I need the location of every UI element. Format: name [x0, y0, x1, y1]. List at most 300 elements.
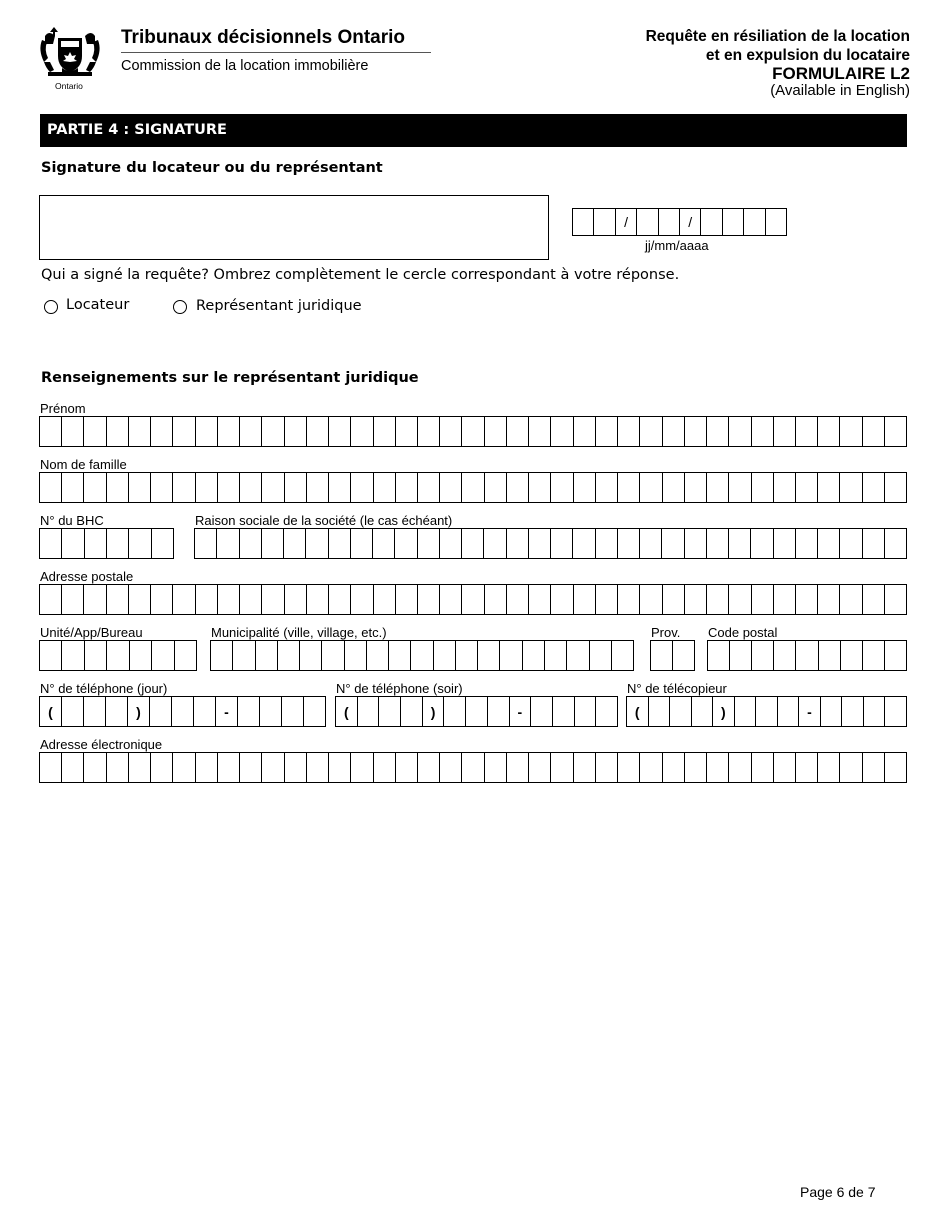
char-cell[interactable] — [240, 529, 262, 558]
char-cell[interactable] — [396, 473, 418, 502]
char-cell[interactable] — [40, 473, 62, 502]
char-cell[interactable] — [596, 417, 618, 446]
char-cell[interactable] — [389, 641, 411, 670]
char-cell[interactable] — [529, 417, 551, 446]
char-cell[interactable] — [574, 585, 596, 614]
date-cell[interactable] — [723, 209, 744, 235]
postal-code-field[interactable] — [707, 640, 907, 671]
char-cell[interactable] — [62, 473, 84, 502]
char-cell[interactable] — [173, 585, 195, 614]
char-cell[interactable] — [462, 417, 484, 446]
char-cell[interactable] — [262, 417, 284, 446]
char-cell[interactable] — [240, 753, 262, 782]
char-cell[interactable] — [196, 473, 218, 502]
char-cell[interactable] — [529, 753, 551, 782]
signer-question: Qui a signé la requête? Ombrez complètement le cercle correspondant à votre réponse. — [41, 267, 680, 283]
char-cell[interactable] — [129, 585, 151, 614]
date-cell[interactable] — [701, 209, 722, 235]
char-cell[interactable] — [529, 529, 551, 558]
fax-label: N° de télécopieur — [627, 681, 727, 696]
char-cell[interactable] — [651, 641, 673, 670]
char-cell[interactable] — [551, 473, 573, 502]
char-cell[interactable] — [374, 585, 396, 614]
date-separator: / — [680, 209, 701, 235]
char-cell[interactable] — [840, 473, 862, 502]
phone-day-label: N° de téléphone (jour) — [40, 681, 168, 696]
char-cell[interactable] — [307, 753, 329, 782]
company-field[interactable] — [194, 528, 907, 559]
char-cell[interactable] — [173, 473, 195, 502]
char-cell[interactable] — [84, 753, 106, 782]
char-cell[interactable] — [529, 473, 551, 502]
char-cell[interactable] — [418, 753, 440, 782]
char-cell[interactable] — [194, 697, 216, 726]
char-cell[interactable] — [307, 473, 329, 502]
char-cell[interactable] — [864, 697, 886, 726]
char-cell[interactable] — [151, 473, 173, 502]
char-cell[interactable] — [262, 473, 284, 502]
char-cell[interactable] — [774, 753, 796, 782]
header-divider — [121, 52, 431, 53]
char-cell[interactable] — [307, 585, 329, 614]
char-cell[interactable] — [300, 641, 322, 670]
char-cell[interactable] — [367, 641, 389, 670]
char-cell[interactable] — [752, 585, 774, 614]
char-cell[interactable] — [62, 753, 84, 782]
char-cell[interactable] — [284, 529, 306, 558]
char-cell[interactable] — [685, 529, 707, 558]
address-label: Adresse postale — [40, 569, 134, 584]
char-cell[interactable] — [374, 473, 396, 502]
char-cell[interactable] — [574, 753, 596, 782]
phone-dash: - — [799, 697, 821, 726]
char-cell[interactable] — [819, 641, 841, 670]
char-cell[interactable] — [106, 697, 128, 726]
char-cell[interactable] — [596, 697, 618, 726]
char-cell[interactable] — [306, 529, 328, 558]
char-cell[interactable] — [233, 641, 255, 670]
char-cell[interactable] — [217, 529, 239, 558]
date-cell[interactable] — [594, 209, 615, 235]
char-cell[interactable] — [129, 473, 151, 502]
char-cell[interactable] — [730, 641, 752, 670]
char-cell[interactable] — [84, 585, 106, 614]
char-cell[interactable] — [85, 641, 107, 670]
char-cell[interactable] — [752, 641, 774, 670]
char-cell[interactable] — [796, 473, 818, 502]
char-cell[interactable] — [440, 585, 462, 614]
char-cell[interactable] — [500, 641, 522, 670]
char-cell[interactable] — [507, 417, 529, 446]
phone-close-paren: ) — [713, 697, 735, 726]
char-cell[interactable] — [456, 641, 478, 670]
char-cell[interactable] — [466, 697, 488, 726]
char-cell[interactable] — [345, 641, 367, 670]
char-cell[interactable] — [885, 697, 907, 726]
char-cell[interactable] — [752, 417, 774, 446]
char-cell[interactable] — [151, 585, 173, 614]
signature-box[interactable] — [39, 195, 549, 260]
char-cell[interactable] — [551, 529, 573, 558]
char-cell[interactable] — [818, 417, 840, 446]
form-title — [646, 27, 910, 65]
char-cell[interactable] — [756, 697, 778, 726]
char-cell[interactable] — [462, 753, 484, 782]
char-cell[interactable] — [434, 641, 456, 670]
char-cell[interactable] — [262, 585, 284, 614]
char-cell[interactable] — [663, 753, 685, 782]
char-cell[interactable] — [285, 473, 307, 502]
char-cell[interactable] — [304, 697, 326, 726]
char-cell[interactable] — [673, 641, 695, 670]
email-field[interactable] — [39, 752, 907, 783]
char-cell[interactable] — [796, 641, 818, 670]
char-cell[interactable] — [840, 753, 862, 782]
char-cell[interactable] — [196, 753, 218, 782]
char-cell[interactable] — [40, 641, 62, 670]
char-cell[interactable] — [692, 697, 714, 726]
char-cell[interactable] — [351, 417, 373, 446]
phone-evening-field[interactable] — [335, 696, 618, 727]
char-cell[interactable] — [663, 473, 685, 502]
char-cell[interactable] — [40, 417, 62, 446]
char-cell[interactable] — [729, 529, 751, 558]
char-cell[interactable] — [663, 417, 685, 446]
char-cell[interactable] — [863, 585, 885, 614]
date-cell[interactable] — [637, 209, 658, 235]
char-cell[interactable] — [863, 641, 885, 670]
char-cell[interactable] — [418, 585, 440, 614]
radio-legal-rep[interactable] — [173, 300, 187, 314]
char-cell[interactable] — [396, 417, 418, 446]
char-cell[interactable] — [440, 417, 462, 446]
char-cell[interactable] — [195, 529, 217, 558]
char-cell[interactable] — [885, 641, 907, 670]
date-field[interactable] — [572, 208, 787, 236]
char-cell[interactable] — [662, 529, 684, 558]
address-field[interactable] — [39, 584, 907, 615]
char-cell[interactable] — [478, 641, 500, 670]
char-cell[interactable] — [152, 641, 174, 670]
char-cell[interactable] — [567, 641, 589, 670]
char-cell[interactable] — [240, 417, 262, 446]
char-cell[interactable] — [708, 641, 730, 670]
char-cell[interactable] — [240, 473, 262, 502]
char-cell[interactable] — [395, 529, 417, 558]
char-cell[interactable] — [729, 473, 751, 502]
char-cell[interactable] — [329, 585, 351, 614]
char-cell[interactable] — [774, 529, 796, 558]
char-cell[interactable] — [612, 641, 634, 670]
char-cell[interactable] — [84, 417, 106, 446]
char-cell[interactable] — [796, 753, 818, 782]
char-cell[interactable] — [729, 585, 751, 614]
char-cell[interactable] — [863, 753, 885, 782]
char-cell[interactable] — [774, 585, 796, 614]
char-cell[interactable] — [596, 753, 618, 782]
char-cell[interactable] — [262, 753, 284, 782]
char-cell[interactable] — [507, 529, 529, 558]
char-cell[interactable] — [618, 473, 640, 502]
char-cell[interactable] — [485, 585, 507, 614]
char-cell[interactable] — [84, 473, 106, 502]
char-cell[interactable] — [618, 417, 640, 446]
char-cell[interactable] — [551, 585, 573, 614]
char-cell[interactable] — [40, 529, 62, 558]
char-cell[interactable] — [885, 753, 907, 782]
char-cell[interactable] — [574, 473, 596, 502]
char-cell[interactable] — [218, 585, 240, 614]
char-cell[interactable] — [351, 753, 373, 782]
char-cell[interactable] — [618, 585, 640, 614]
char-cell[interactable] — [462, 585, 484, 614]
char-cell[interactable] — [440, 473, 462, 502]
char-cell[interactable] — [863, 473, 885, 502]
char-cell[interactable] — [685, 585, 707, 614]
char-cell[interactable] — [707, 473, 729, 502]
char-cell[interactable] — [262, 529, 284, 558]
char-cell[interactable] — [551, 753, 573, 782]
char-cell[interactable] — [590, 641, 612, 670]
char-cell[interactable] — [575, 697, 597, 726]
char-cell[interactable] — [62, 529, 84, 558]
char-cell[interactable] — [107, 417, 129, 446]
char-cell[interactable] — [196, 585, 218, 614]
unit-field[interactable] — [39, 640, 197, 671]
date-cell[interactable] — [573, 209, 594, 235]
char-cell[interactable] — [396, 585, 418, 614]
char-cell[interactable] — [172, 697, 194, 726]
char-cell[interactable] — [573, 529, 595, 558]
char-cell[interactable] — [218, 417, 240, 446]
char-cell[interactable] — [285, 417, 307, 446]
char-cell[interactable] — [531, 697, 553, 726]
char-cell[interactable] — [444, 697, 466, 726]
char-cell[interactable] — [151, 417, 173, 446]
char-cell[interactable] — [373, 529, 395, 558]
char-cell[interactable] — [40, 753, 62, 782]
char-cell[interactable] — [85, 529, 107, 558]
char-cell[interactable] — [358, 697, 380, 726]
char-cell[interactable] — [285, 585, 307, 614]
char-cell[interactable] — [885, 473, 907, 502]
char-cell[interactable] — [329, 529, 351, 558]
char-cell[interactable] — [618, 529, 640, 558]
char-cell[interactable] — [863, 529, 885, 558]
char-cell[interactable] — [196, 417, 218, 446]
char-cell[interactable] — [485, 753, 507, 782]
char-cell[interactable] — [842, 697, 864, 726]
char-cell[interactable] — [885, 585, 907, 614]
char-cell[interactable] — [774, 417, 796, 446]
char-cell[interactable] — [62, 417, 84, 446]
char-cell[interactable] — [640, 473, 662, 502]
char-cell[interactable] — [752, 473, 774, 502]
char-cell[interactable] — [107, 585, 129, 614]
last-name-field[interactable] — [39, 472, 907, 503]
phone-day-field[interactable] — [39, 696, 326, 727]
char-cell[interactable] — [256, 641, 278, 670]
char-cell[interactable] — [885, 529, 907, 558]
char-cell[interactable] — [774, 641, 796, 670]
char-cell[interactable] — [173, 417, 195, 446]
char-cell[interactable] — [62, 697, 84, 726]
char-cell[interactable] — [351, 585, 373, 614]
char-cell[interactable] — [396, 753, 418, 782]
char-cell[interactable] — [282, 697, 304, 726]
date-cell[interactable] — [659, 209, 680, 235]
char-cell[interactable] — [640, 585, 662, 614]
char-cell[interactable] — [440, 753, 462, 782]
char-cell[interactable] — [418, 473, 440, 502]
char-cell[interactable] — [707, 529, 729, 558]
char-cell[interactable] — [218, 753, 240, 782]
char-cell[interactable] — [129, 417, 151, 446]
char-cell[interactable] — [130, 641, 152, 670]
char-cell[interactable] — [107, 473, 129, 502]
char-cell[interactable] — [488, 697, 510, 726]
municipality-field[interactable] — [210, 640, 634, 671]
char-cell[interactable] — [685, 417, 707, 446]
char-cell[interactable] — [238, 697, 260, 726]
char-cell[interactable] — [729, 417, 751, 446]
char-cell[interactable] — [735, 697, 757, 726]
lso-number-field[interactable] — [39, 528, 174, 559]
char-cell[interactable] — [129, 753, 151, 782]
char-cell[interactable] — [351, 529, 373, 558]
char-cell[interactable] — [260, 697, 282, 726]
char-cell[interactable] — [329, 417, 351, 446]
char-cell[interactable] — [507, 473, 529, 502]
char-cell[interactable] — [707, 753, 729, 782]
char-cell[interactable] — [374, 417, 396, 446]
char-cell[interactable] — [329, 473, 351, 502]
char-cell[interactable] — [62, 641, 84, 670]
char-cell[interactable] — [596, 585, 618, 614]
char-cell[interactable] — [150, 697, 172, 726]
char-cell[interactable] — [685, 753, 707, 782]
char-cell[interactable] — [307, 417, 329, 446]
char-cell[interactable] — [107, 753, 129, 782]
char-cell[interactable] — [151, 753, 173, 782]
char-cell[interactable] — [596, 529, 618, 558]
char-cell[interactable] — [778, 697, 800, 726]
char-cell[interactable] — [62, 585, 84, 614]
char-cell[interactable] — [107, 641, 129, 670]
char-cell[interactable] — [462, 529, 484, 558]
char-cell[interactable] — [841, 641, 863, 670]
char-cell[interactable] — [440, 529, 462, 558]
char-cell[interactable] — [529, 585, 551, 614]
char-cell[interactable] — [640, 417, 662, 446]
char-cell[interactable] — [818, 473, 840, 502]
char-cell[interactable] — [240, 585, 262, 614]
char-cell[interactable] — [618, 753, 640, 782]
char-cell[interactable] — [545, 641, 567, 670]
char-cell[interactable] — [278, 641, 300, 670]
char-cell[interactable] — [796, 585, 818, 614]
char-cell[interactable] — [401, 697, 423, 726]
char-cell[interactable] — [285, 753, 307, 782]
char-cell[interactable] — [663, 585, 685, 614]
char-cell[interactable] — [175, 641, 197, 670]
char-cell[interactable] — [40, 585, 62, 614]
char-cell[interactable] — [796, 529, 818, 558]
rep-heading: Renseignements sur le représentant juridique — [41, 370, 419, 386]
char-cell[interactable] — [729, 753, 751, 782]
char-cell[interactable] — [818, 529, 840, 558]
date-cell[interactable] — [744, 209, 765, 235]
char-cell[interactable] — [551, 417, 573, 446]
char-cell[interactable] — [821, 697, 843, 726]
char-cell[interactable] — [885, 417, 907, 446]
phone-open-paren: ( — [336, 697, 358, 726]
char-cell[interactable] — [840, 585, 862, 614]
date-cell[interactable] — [766, 209, 787, 235]
char-cell[interactable] — [796, 417, 818, 446]
char-cell[interactable] — [774, 473, 796, 502]
char-cell[interactable] — [751, 529, 773, 558]
char-cell[interactable] — [129, 529, 151, 558]
org-subtitle: Commission de la location immobilière — [121, 58, 369, 74]
phone-open-paren: ( — [627, 697, 649, 726]
first-name-field[interactable] — [39, 416, 907, 447]
province-field[interactable] — [650, 640, 695, 671]
char-cell[interactable] — [173, 753, 195, 782]
char-cell[interactable] — [640, 753, 662, 782]
char-cell[interactable] — [374, 753, 396, 782]
char-cell[interactable] — [418, 417, 440, 446]
char-cell[interactable] — [752, 753, 774, 782]
char-cell[interactable] — [211, 641, 233, 670]
char-cell[interactable] — [507, 585, 529, 614]
char-cell[interactable] — [863, 417, 885, 446]
char-cell[interactable] — [485, 473, 507, 502]
char-cell[interactable] — [507, 753, 529, 782]
char-cell[interactable] — [818, 585, 840, 614]
radio-landlord[interactable] — [44, 300, 58, 314]
char-cell[interactable] — [818, 753, 840, 782]
char-cell[interactable] — [329, 753, 351, 782]
char-cell[interactable] — [379, 697, 401, 726]
char-cell[interactable] — [418, 529, 440, 558]
char-cell[interactable] — [107, 529, 129, 558]
char-cell[interactable] — [596, 473, 618, 502]
char-cell[interactable] — [670, 697, 692, 726]
char-cell[interactable] — [649, 697, 671, 726]
char-cell[interactable] — [553, 697, 575, 726]
char-cell[interactable] — [462, 473, 484, 502]
char-cell[interactable] — [707, 417, 729, 446]
fax-field[interactable] — [626, 696, 907, 727]
char-cell[interactable] — [707, 585, 729, 614]
char-cell[interactable] — [351, 473, 373, 502]
char-cell[interactable] — [840, 417, 862, 446]
radio-landlord-label: Locateur — [66, 297, 130, 313]
char-cell[interactable] — [685, 473, 707, 502]
char-cell[interactable] — [840, 529, 862, 558]
char-cell[interactable] — [523, 641, 545, 670]
char-cell[interactable] — [484, 529, 506, 558]
char-cell[interactable] — [322, 641, 344, 670]
char-cell[interactable] — [640, 529, 662, 558]
char-cell[interactable] — [84, 697, 106, 726]
char-cell[interactable] — [411, 641, 433, 670]
char-cell[interactable] — [152, 529, 174, 558]
char-cell[interactable] — [574, 417, 596, 446]
char-cell[interactable] — [485, 417, 507, 446]
char-cell[interactable] — [218, 473, 240, 502]
